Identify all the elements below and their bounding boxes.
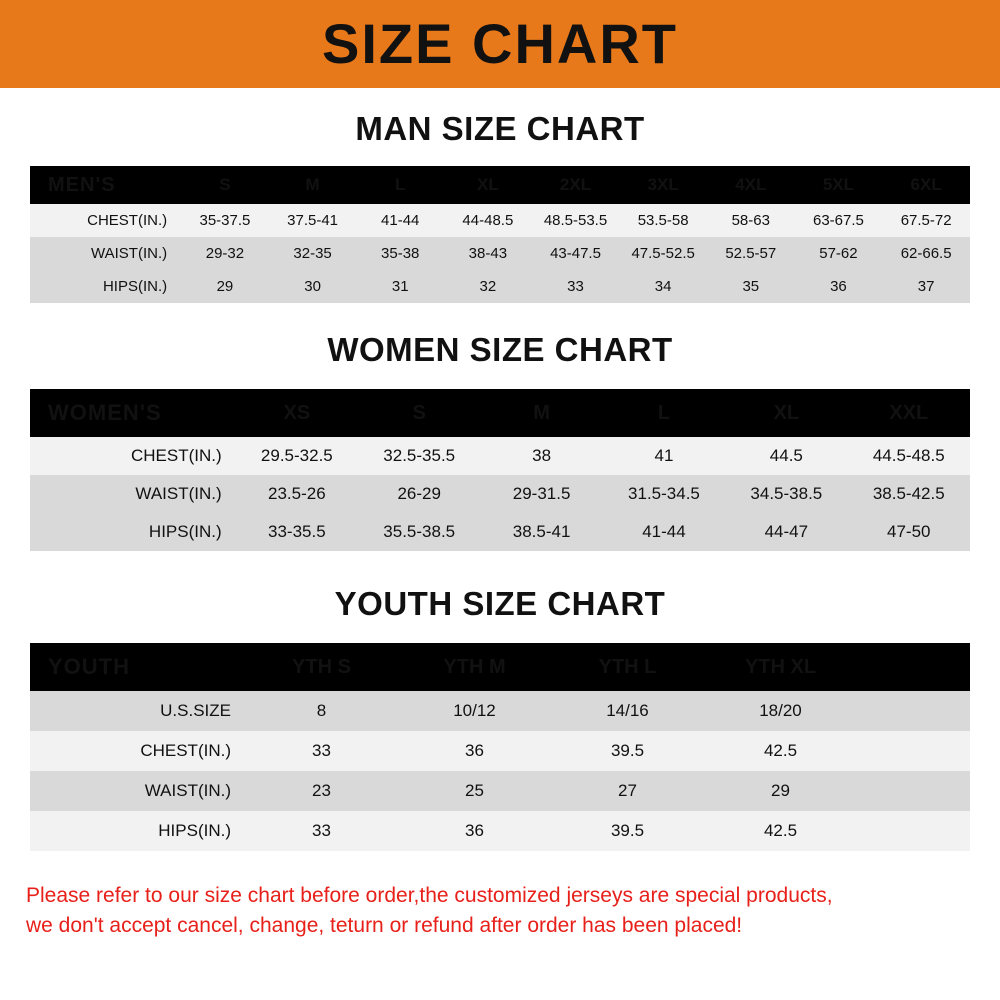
column-header: S [181, 166, 269, 204]
column-header: 4XL [707, 166, 795, 204]
row-label: CHEST(IN.) [30, 731, 245, 771]
table-cell: 44-48.5 [444, 204, 532, 237]
table-row [30, 811, 970, 851]
column-header: S [358, 389, 480, 437]
table-cell: 33 [245, 731, 398, 771]
table-cell: 38.5-42.5 [848, 475, 970, 513]
table-cell: 36 [398, 731, 551, 771]
column-header: M [480, 389, 602, 437]
table-cell: 58-63 [707, 204, 795, 237]
row-label: WAIST(IN.) [30, 475, 236, 513]
column-header: 6XL [882, 166, 970, 204]
table-cell: 38.5-41 [480, 513, 602, 551]
footer-line-1: Please refer to our size chart before order,the customized jerseys are special products, [26, 884, 833, 907]
table-cell: 39.5 [551, 811, 704, 851]
table-cell: 67.5-72 [882, 204, 970, 237]
table-row [30, 437, 970, 475]
table-cell: 32-35 [269, 237, 357, 270]
table-cell: 29.5-32.5 [236, 437, 358, 475]
table-cell: 10/12 [398, 691, 551, 731]
youth-size-table [30, 643, 970, 851]
table-cell: 48.5-53.5 [532, 204, 620, 237]
column-header: YTH M [398, 643, 551, 691]
table-cell: 43-47.5 [532, 237, 620, 270]
column-header: 3XL [619, 166, 707, 204]
table-cell: 23 [245, 771, 398, 811]
table-cell: 37.5-41 [269, 204, 357, 237]
table-cell-spacer [857, 771, 970, 811]
table-cell: 35.5-38.5 [358, 513, 480, 551]
table-cell: 35-38 [356, 237, 444, 270]
column-header: XL [444, 166, 532, 204]
row-label: U.S.SIZE [30, 691, 245, 731]
table-cell-spacer [857, 811, 970, 851]
table-header-row [30, 389, 970, 437]
footer-note [0, 881, 1000, 942]
table-cell: 52.5-57 [707, 237, 795, 270]
table-cell: 34.5-38.5 [725, 475, 847, 513]
man-section-title: MAN SIZE CHART [355, 110, 645, 147]
table-cell: 27 [551, 771, 704, 811]
table-cell: 35-37.5 [181, 204, 269, 237]
table-cell: 26-29 [358, 475, 480, 513]
table-cell: 63-67.5 [795, 204, 883, 237]
table-cell-spacer [857, 731, 970, 771]
row-label: HIPS(IN.) [30, 513, 236, 551]
table-cell: 44.5 [725, 437, 847, 475]
table-cell: 18/20 [704, 691, 857, 731]
table-cell: 44-47 [725, 513, 847, 551]
table-cell: 33-35.5 [236, 513, 358, 551]
table-cell: 25 [398, 771, 551, 811]
table-row [30, 204, 970, 237]
column-header: YOUTH [30, 643, 245, 691]
row-label: CHEST(IN.) [30, 204, 181, 237]
table-cell: 8 [245, 691, 398, 731]
table-cell: 29 [704, 771, 857, 811]
table-cell: 37 [882, 270, 970, 303]
table-cell: 32 [444, 270, 532, 303]
table-cell: 23.5-26 [236, 475, 358, 513]
table-cell: 47-50 [848, 513, 970, 551]
table-cell: 33 [532, 270, 620, 303]
column-header: YTH XL [704, 643, 857, 691]
table-row [30, 691, 970, 731]
table-cell: 42.5 [704, 731, 857, 771]
row-label: CHEST(IN.) [30, 437, 236, 475]
table-cell: 31 [356, 270, 444, 303]
table-row [30, 270, 970, 303]
column-header: L [356, 166, 444, 204]
table-cell: 57-62 [795, 237, 883, 270]
column-header: YTH S [245, 643, 398, 691]
column-header: M [269, 166, 357, 204]
table-cell: 53.5-58 [619, 204, 707, 237]
column-header: XXL [848, 389, 970, 437]
row-label: HIPS(IN.) [30, 811, 245, 851]
footer-line-2: we don't accept cancel, change, teturn or refund after order has been placed! [26, 914, 743, 938]
youth-section-title: YOUTH SIZE CHART [334, 585, 666, 622]
column-header: YTH L [551, 643, 704, 691]
table-cell: 42.5 [704, 811, 857, 851]
row-label: WAIST(IN.) [30, 237, 181, 270]
table-cell: 47.5-52.5 [619, 237, 707, 270]
column-header: 5XL [795, 166, 883, 204]
table-row [30, 475, 970, 513]
column-header: XS [236, 389, 358, 437]
column-header: WOMEN'S [30, 389, 236, 437]
column-header: 2XL [532, 166, 620, 204]
table-row [30, 771, 970, 811]
table-cell: 44.5-48.5 [848, 437, 970, 475]
banner [0, 0, 1000, 88]
table-row [30, 237, 970, 270]
table-cell: 34 [619, 270, 707, 303]
table-header-row [30, 166, 970, 204]
table-cell: 41-44 [356, 204, 444, 237]
table-cell: 30 [269, 270, 357, 303]
banner-title: SIZE CHART [322, 12, 678, 75]
table-cell: 29 [181, 270, 269, 303]
column-header: MEN'S [30, 166, 181, 204]
column-header: L [603, 389, 725, 437]
table-cell-spacer [857, 691, 970, 731]
table-cell: 38-43 [444, 237, 532, 270]
table-cell: 35 [707, 270, 795, 303]
row-label: HIPS(IN.) [30, 270, 181, 303]
table-header-row [30, 643, 970, 691]
table-row [30, 731, 970, 771]
table-cell: 36 [398, 811, 551, 851]
women-section-title: WOMEN SIZE CHART [327, 331, 673, 368]
table-cell: 41-44 [603, 513, 725, 551]
table-cell: 36 [795, 270, 883, 303]
table-cell: 14/16 [551, 691, 704, 731]
table-cell: 32.5-35.5 [358, 437, 480, 475]
table-cell: 31.5-34.5 [603, 475, 725, 513]
column-header-spacer [857, 643, 970, 691]
table-row [30, 513, 970, 551]
column-header: XL [725, 389, 847, 437]
table-cell: 33 [245, 811, 398, 851]
table-cell: 41 [603, 437, 725, 475]
man-size-table [30, 166, 970, 303]
women-size-table [30, 389, 970, 551]
table-cell: 29-31.5 [480, 475, 602, 513]
row-label: WAIST(IN.) [30, 771, 245, 811]
table-cell: 38 [480, 437, 602, 475]
table-cell: 62-66.5 [882, 237, 970, 270]
table-cell: 29-32 [181, 237, 269, 270]
table-cell: 39.5 [551, 731, 704, 771]
